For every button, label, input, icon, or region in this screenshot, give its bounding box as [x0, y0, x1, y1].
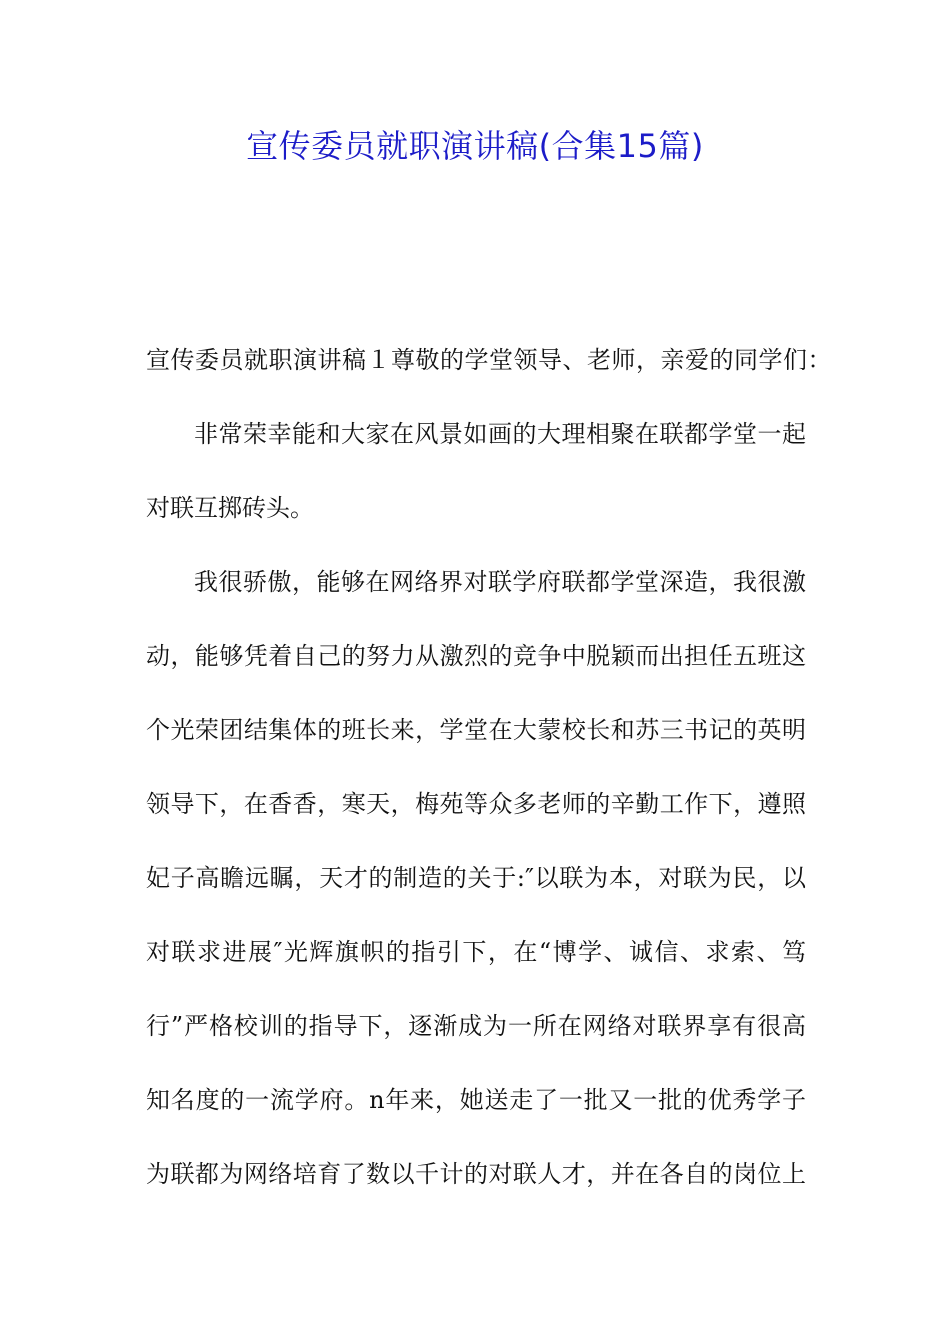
body-line: 个光荣团结集体的班长来，学堂在大蒙校长和苏三书记的英明 — [146, 716, 806, 744]
body-line: 非常荣幸能和大家在风景如画的大理相聚在联都学堂一起 — [194, 420, 806, 448]
body-line: 动，能够凭着自己的努力从激烈的竞争中脱颖而出担任五班这 — [146, 642, 806, 670]
body-line: 对联求进展″光辉旗帜的指引下，在“博学、诚信、求索、笃 — [146, 938, 806, 966]
body-line: 宣传委员就职演讲稿１尊敬的学堂领导、老师，亲爱的同学们： — [146, 346, 832, 374]
body-line: 领导下，在香香，寒天，梅苑等众多老师的辛勤工作下，遵照 — [146, 790, 806, 818]
body-line: 妃子高瞻远瞩，天才的制造的关于:″以联为本，对联为民，以 — [146, 864, 806, 892]
body-line: 知名度的一流学府。n年来，她送走了一批又一批的优秀学子 — [146, 1086, 806, 1114]
body-line: 行”严格校训的指导下，逐渐成为一所在网络对联界享有很高 — [146, 1012, 806, 1040]
body-line: 我很骄傲，能够在网络界对联学府联都学堂深造，我很激 — [194, 568, 806, 596]
document-title: 宣传委员就职演讲稿(合集15篇) — [246, 127, 704, 165]
document-body — [146, 340, 832, 1228]
body-line: 为联都为网络培育了数以千计的对联人才，并在各自的岗位上 — [146, 1160, 806, 1188]
body-line: 对联互掷砖头。 — [146, 494, 314, 522]
